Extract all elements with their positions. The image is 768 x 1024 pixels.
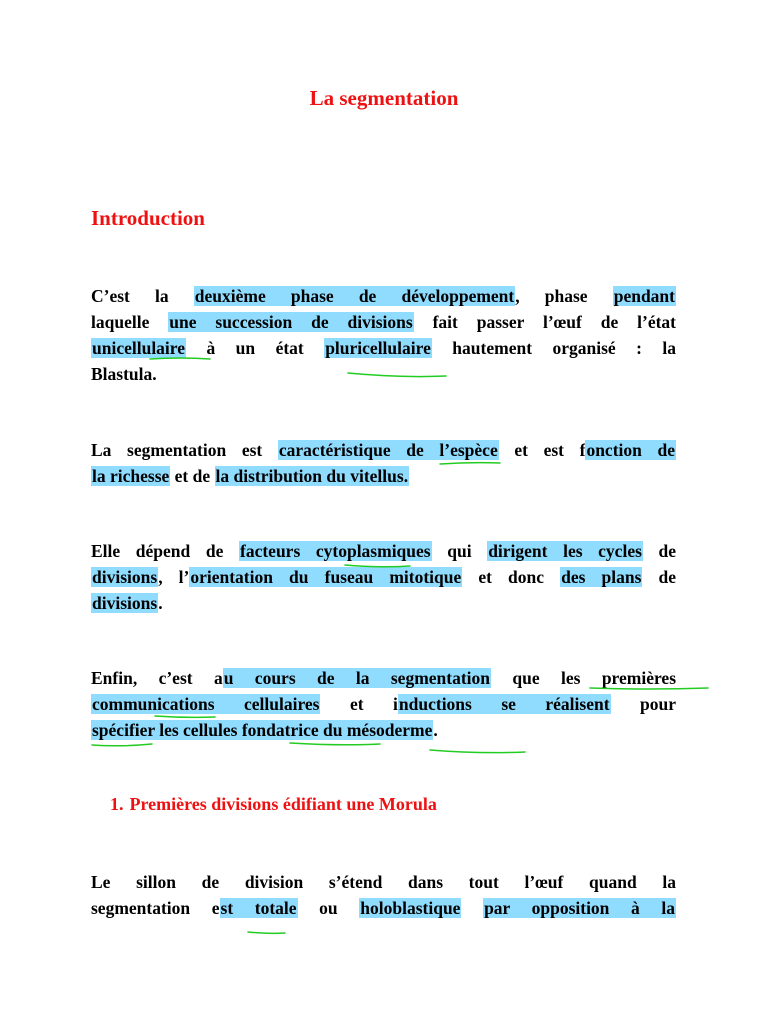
highlighted-text: facteurs cytoplasmiques bbox=[240, 541, 431, 561]
highlighted-text: nductions se réalisent bbox=[398, 694, 610, 714]
text-line bbox=[91, 335, 676, 361]
section-heading-morula bbox=[110, 794, 437, 815]
paragraph-cytoplasmic-factors bbox=[91, 538, 676, 616]
highlighted-text: divisions bbox=[92, 593, 158, 613]
highlighted-text: des plans bbox=[561, 567, 642, 587]
highlighted-text: onction de bbox=[586, 440, 676, 460]
section-title: Premières divisions édifiant une Morula bbox=[129, 794, 437, 814]
text-run: Enfin, c’est a bbox=[91, 668, 223, 688]
text-run: à un état bbox=[186, 338, 325, 358]
text-line bbox=[91, 463, 676, 489]
text-run: et de bbox=[170, 466, 215, 486]
introduction-heading: Introduction bbox=[91, 206, 205, 230]
highlighted-text: communications cellulaires bbox=[92, 694, 320, 714]
highlighted-text: la distribution du vitellus. bbox=[215, 466, 409, 486]
paragraph-cell-communications bbox=[91, 665, 676, 743]
highlighted-text: pluricellulaire bbox=[325, 338, 431, 358]
text-run: hautement organisé : la bbox=[431, 338, 676, 358]
text-run: de bbox=[642, 541, 677, 561]
text-run: fait passer l’œuf de l’état bbox=[413, 312, 677, 332]
text-run: Elle dépend de bbox=[91, 541, 239, 561]
text-line bbox=[91, 717, 676, 743]
highlighted-text: dirigent les cycles bbox=[488, 541, 642, 561]
text-run: et i bbox=[320, 694, 398, 714]
text-line bbox=[91, 564, 676, 590]
paragraph-holoblastic bbox=[91, 869, 676, 921]
text-run: . bbox=[158, 593, 163, 613]
highlighted-text: divisions bbox=[92, 567, 158, 587]
highlighted-text: la richesse bbox=[92, 466, 170, 486]
highlighted-text: pendant bbox=[613, 286, 675, 306]
text-line bbox=[91, 665, 676, 691]
text-line: Blastula. bbox=[91, 364, 157, 384]
highlighted-text: par opposition à la bbox=[484, 898, 675, 918]
section-number: 1. bbox=[110, 794, 124, 814]
page-title: La segmentation bbox=[309, 86, 459, 110]
pen-underline-mark bbox=[430, 750, 525, 753]
paragraph-species-characteristic bbox=[91, 437, 676, 489]
text-line bbox=[91, 538, 676, 564]
highlighted-text: deuxième phase de développement bbox=[194, 286, 515, 306]
highlighted-text: spécifier les cellules fondatrice du mésoderme bbox=[92, 720, 433, 740]
text-run: C’est la bbox=[91, 286, 194, 306]
text-run: et donc bbox=[462, 567, 561, 587]
text-line bbox=[91, 437, 676, 463]
pen-underline-mark bbox=[248, 932, 285, 933]
highlighted-text: u cours de la segmentation bbox=[223, 668, 491, 688]
text-run bbox=[461, 898, 483, 918]
paragraph-intro-definition bbox=[91, 283, 676, 387]
highlighted-text: unicellulaire bbox=[92, 338, 186, 358]
highlighted-text: orientation du fuseau mitotique bbox=[190, 567, 462, 587]
text-line bbox=[91, 309, 676, 335]
text-run: ou bbox=[297, 898, 360, 918]
text-run: laquelle bbox=[91, 312, 169, 332]
text-line bbox=[91, 691, 676, 717]
pen-underline-mark bbox=[290, 743, 380, 745]
highlighted-text: holoblastique bbox=[360, 898, 461, 918]
pen-underline-mark bbox=[92, 744, 152, 746]
text-run: pour bbox=[610, 694, 677, 714]
text-line bbox=[91, 283, 676, 309]
text-run: , l’ bbox=[158, 567, 190, 587]
text-run: et est f bbox=[498, 440, 586, 460]
text-run: de bbox=[642, 567, 676, 587]
text-run: . bbox=[433, 720, 438, 740]
text-line: Le sillon de division s’étend dans tout l’œuf quand la bbox=[91, 872, 676, 892]
text-line bbox=[91, 895, 676, 921]
text-run: qui bbox=[431, 541, 488, 561]
text-run: , phase bbox=[515, 286, 613, 306]
text-run: segmentation e bbox=[91, 898, 220, 918]
text-line bbox=[91, 590, 676, 616]
highlighted-text: caractéristique de l’espèce bbox=[278, 440, 498, 460]
highlighted-text: st totale bbox=[220, 898, 297, 918]
text-run: que les premières bbox=[491, 668, 677, 688]
highlighted-text: une succession de divisions bbox=[169, 312, 413, 332]
text-run: La segmentation est bbox=[91, 440, 278, 460]
